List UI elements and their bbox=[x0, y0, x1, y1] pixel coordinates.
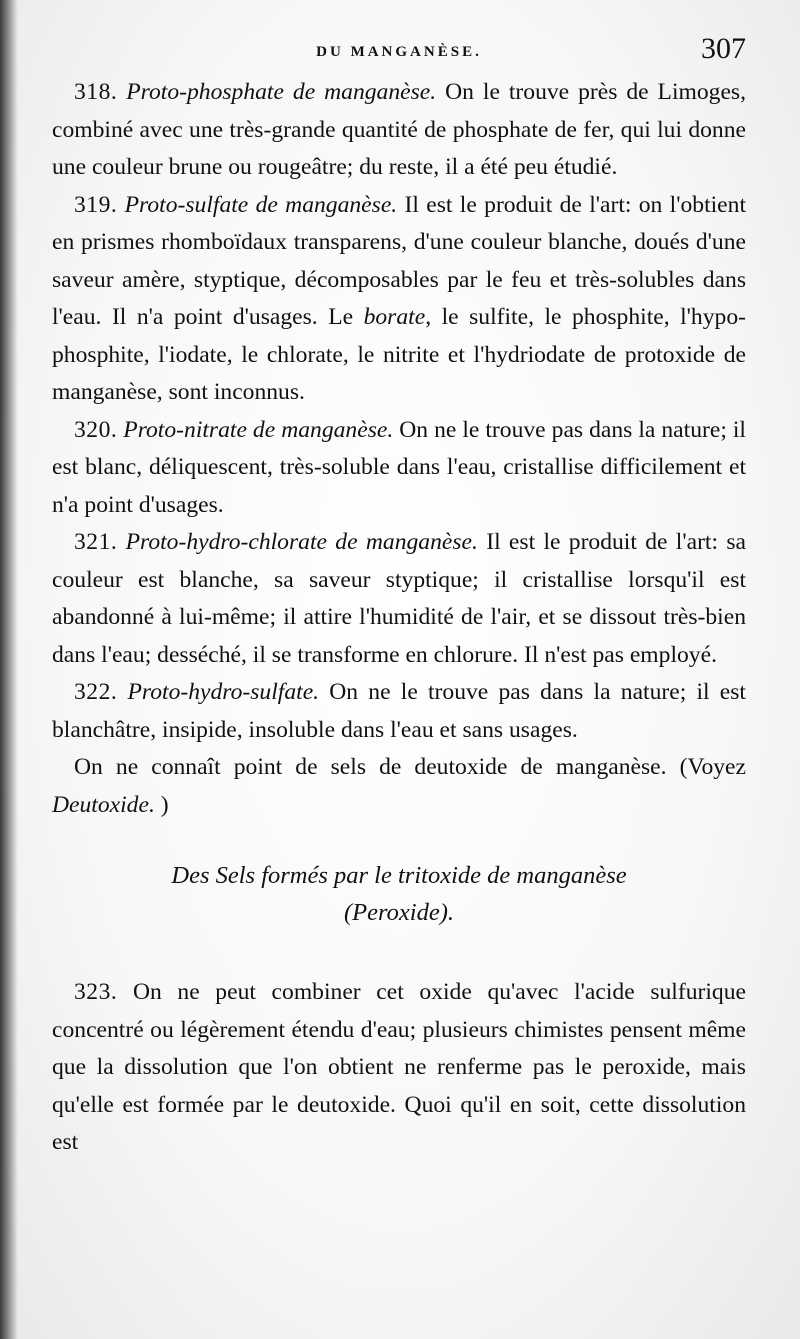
paragraph-text: Il est le produit de l'art: sa couleur est blanche, sa saveur styptique; il cristallise lorsqu'il est abandonné à lui-même; il attire l'humidité de l'air, et se dissout très-bien dans l'eau; desséché, il se transforme en chlorure. Il n'est pas employé. bbox=[52, 529, 746, 668]
paragraph-text: On ne le trouve pas dans la nature; il est blanc, déliquescent, très-soluble dans l'eau, cristallise difficilement et n'a point d'usages. bbox=[52, 416, 746, 518]
paragraph-text-after: , le sulfite, le phosphite, l'hypo-phosphite, l'iodate, le chlorate, le nitrite et l'hydriodate de protoxide de manganèse, sont inconnus. bbox=[52, 304, 746, 405]
running-head: DU MANGANÈSE. bbox=[316, 44, 482, 60]
page-header bbox=[52, 30, 746, 70]
paragraph-number: 320. bbox=[74, 416, 118, 443]
paragraph-319 bbox=[52, 187, 746, 412]
paragraph-321 bbox=[52, 524, 746, 674]
paragraph-318 bbox=[52, 74, 746, 187]
paragraph-text: On ne le trouve pas dans la nature; il est blanchâtre, insipide, insoluble dans l'eau et sans usages. bbox=[52, 679, 746, 743]
spine-shadow bbox=[0, 0, 18, 1339]
paragraph-title: Proto-hydro-chlorate de manganèse. bbox=[125, 529, 478, 555]
paragraph-text-after: ) bbox=[160, 791, 169, 818]
paragraph-number: 318. bbox=[74, 79, 118, 105]
paragraph-deutoxide-note bbox=[52, 749, 746, 824]
paragraph-323 bbox=[52, 974, 746, 1162]
paragraph-number: 322. bbox=[74, 679, 118, 705]
section-subheading: (Peroxide). bbox=[344, 899, 454, 926]
paragraph-italic-word: Deutoxide. bbox=[52, 791, 155, 818]
paragraph-title: Proto-hydro-sulfate. bbox=[127, 679, 320, 705]
paragraph-number: 319. bbox=[74, 191, 118, 218]
page-number: 307 bbox=[701, 32, 746, 65]
paragraph-text: On le trouve près de Limoges, combiné avec une très-grande quantité de phosphate de fer, qui lui donne une couleur brune ou rougeâtre; du reste, il a été peu étudié. bbox=[52, 79, 747, 180]
paragraph-322 bbox=[52, 674, 746, 749]
paragraph-number: 321. bbox=[74, 529, 118, 555]
paragraph-title: Proto-sulfate de manganèse. bbox=[124, 191, 398, 218]
paragraph-text: Il est le produit de l'art: on l'obtient en prismes rhomboïdaux transparens, d'une couleur blanche, doués d'une saveur amère, styptique, décomposables par le feu et très-solubles dans l'eau. Il n'a point d'usages. Le bbox=[52, 191, 747, 330]
paragraph-italic-word: borate bbox=[363, 304, 426, 330]
paragraph-number: 323. bbox=[74, 979, 118, 1005]
paragraph-text: On ne connaît point de sels de deutoxide de manganèse. (Voyez bbox=[74, 754, 746, 780]
paragraph-text: On ne peut combiner cet oxide qu'avec l'acide sulfurique concentré ou légèrement étendu d'eau; plusieurs chimistes pensent même que la dissolution que l'on obtient ne renferme pas le peroxide, mais qu'elle est formée par le deutoxide. Quoi qu'il en soit, cette dissolution est bbox=[52, 979, 746, 1155]
paragraph-320 bbox=[52, 412, 746, 525]
paragraph-title: Proto-nitrate de manganèse. bbox=[123, 416, 394, 443]
page-body bbox=[52, 74, 746, 1162]
section-heading: Des Sels formés par le tritoxide de manganèse bbox=[171, 862, 627, 889]
paragraph-title: Proto-phosphate de manganèse. bbox=[126, 79, 437, 105]
